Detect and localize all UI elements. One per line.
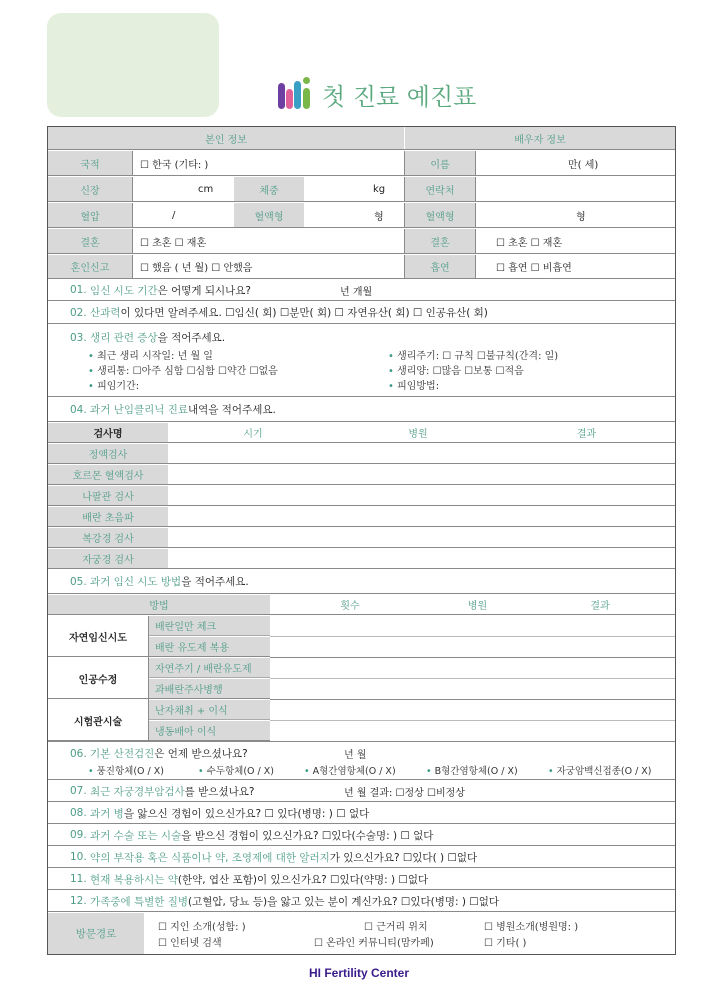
q11-highlight: 현재 복용하시는 약 xyxy=(90,873,178,886)
group-iui: 인공수정 xyxy=(48,658,148,699)
contraception-period-field[interactable]: 피임기간: xyxy=(97,381,140,392)
question-04 xyxy=(48,398,675,422)
visit-referral[interactable]: ☐ 지인 소개(성함: ) xyxy=(158,922,246,933)
visit-hospital-referral[interactable]: ☐ 병원소개(병원명: ) xyxy=(484,922,579,933)
method-natural-cycle: 자연주기 / 배란유도제 xyxy=(149,658,270,678)
q05-col-count: 횟수 xyxy=(340,601,360,612)
marriage-label: 결혼 xyxy=(48,229,132,253)
q05-number: 05. xyxy=(70,575,87,588)
q11-text[interactable]: (한약, 엽산 포함)이 있으신가요? ☐있다(약명: ) ☐없다 xyxy=(177,873,429,886)
test-ultrasound: 배란 초음파 xyxy=(48,507,168,526)
q02-text: 이 있다면 알려주세요. xyxy=(120,307,222,319)
blood-type-unit[interactable]: 형 xyxy=(374,211,384,223)
q04-col-result: 결과 xyxy=(576,429,597,440)
q06-answer[interactable]: 년 월 xyxy=(344,750,367,761)
q02-number: 02. xyxy=(70,306,87,319)
height-label: 신장 xyxy=(48,177,132,201)
q08-number: 08. xyxy=(70,807,87,819)
question-11 xyxy=(48,869,675,890)
question-05 xyxy=(48,570,675,594)
rubella-antibody[interactable]: 풍진항체(O / X) xyxy=(96,766,164,777)
q03-highlight: 생리 관련 증상 xyxy=(90,332,158,344)
q04-col-date: 시기 xyxy=(243,429,263,440)
spouse-name-label: 이름 xyxy=(405,151,475,175)
test-laparoscopy: 복강경 검사 xyxy=(48,528,168,547)
q04-text: 내역을 적어주세요. xyxy=(188,404,276,416)
spouse-marriage-label: 결혼 xyxy=(405,229,475,253)
group-natural: 자연임신시도 xyxy=(48,616,148,657)
personal-info-header xyxy=(48,127,675,150)
table-row xyxy=(48,549,675,569)
q07-text: 를 받으셨나요? xyxy=(184,785,255,798)
registration-label: 혼인신고 xyxy=(48,255,132,278)
contact-label: 연락처 xyxy=(405,177,475,201)
test-semen: 정액검사 xyxy=(48,444,168,463)
q03-number: 03. xyxy=(70,332,87,344)
q09-number: 09. xyxy=(70,829,87,841)
height-row xyxy=(48,177,675,202)
q05-col-result: 결과 xyxy=(590,601,610,612)
q12-number: 12. xyxy=(70,895,87,907)
q01-highlight: 임신 시도 기간 xyxy=(90,284,158,297)
method-egg-retrieval: 난자채취 + 이식 xyxy=(149,700,270,720)
bp-label: 혈압 xyxy=(48,203,132,227)
nationality-field[interactable]: ☐ 한국 (기타: ) xyxy=(140,159,209,171)
q04-col-hospital: 병원 xyxy=(408,429,428,440)
q01-number: 01. xyxy=(70,284,87,296)
spouse-marriage-options[interactable]: ☐ 초혼 ☐ 재혼 xyxy=(496,237,563,249)
visit-internet[interactable]: ☐ 인터넷 검색 xyxy=(158,938,222,949)
weight-unit[interactable]: kg xyxy=(373,183,386,195)
spouse-name-field[interactable]: 만( 세) xyxy=(568,159,599,171)
blood-pressure-row xyxy=(48,203,675,228)
test-hysteroscopy: 자궁경 검사 xyxy=(48,549,168,568)
q12-highlight: 가족중에 특별한 질병 xyxy=(90,895,189,908)
visit-route-label: 방문경로 xyxy=(48,913,144,954)
q09-highlight: 과거 수술 또는 시술 xyxy=(90,829,182,842)
table-row xyxy=(48,465,675,485)
q06-number: 06. xyxy=(70,748,87,760)
flow-options[interactable]: 생리양: ☐많음 ☐보통 ☐적음 xyxy=(397,366,524,377)
last-period-field[interactable]: 최근 생리 시작일: 년 월 일 xyxy=(97,351,213,362)
varicella-antibody[interactable]: 수두항체(O / X) xyxy=(206,766,274,777)
visit-other[interactable]: ☐ 기타( ) xyxy=(484,938,527,949)
table-row xyxy=(48,486,675,506)
nationality-label: 국적 xyxy=(48,151,132,175)
q05-col-hospital: 병원 xyxy=(467,601,488,612)
q04-table-header xyxy=(48,423,675,443)
question-03: 03. 생리 관련 증상을 적어주세요. • 최근 생리 시작일: 년 월 일 • 생리통: ☐아주 심함 ☐심함 ☐약간 ☐없음 • 피임기간: • 생리주기: ☐ 규칙 ☐불규칙(간격: 일) • 생리양: ☐많음 ☐보통 ☐적음 • 피임방법: xyxy=(48,325,675,397)
q08-highlight: 과거 병 xyxy=(90,807,124,820)
spouse-info-header: 배우자 정보 xyxy=(405,127,675,149)
q07-answer[interactable]: 년 월 결과: ☐정상 ☐비정상 xyxy=(344,787,465,799)
q05-table-header xyxy=(48,595,675,615)
hpv-vaccine[interactable]: 자궁암백신접종(O / X) xyxy=(556,766,652,777)
group-ivf: 시험관시술 xyxy=(48,700,148,741)
visit-nearby[interactable]: ☐ 근거리 위치 xyxy=(364,922,428,933)
question-02 xyxy=(48,302,675,324)
visit-route-section xyxy=(48,913,675,954)
q04-number: 04. xyxy=(70,403,87,416)
table-row xyxy=(48,444,675,464)
registration-row xyxy=(48,255,675,279)
contraception-method-field[interactable]: 피임방법: xyxy=(397,381,440,392)
q03-text: 을 적어주세요. xyxy=(157,332,226,344)
q05-text: 을 적어주세요. xyxy=(181,576,249,588)
hi-logo xyxy=(276,77,316,111)
page-header xyxy=(276,74,476,114)
q07-number: 07. xyxy=(70,785,87,797)
nationality-row xyxy=(48,151,675,176)
q05-highlight: 과거 임신 시도 방법 xyxy=(90,576,182,588)
method-frozen-embryo: 냉동배아 이식 xyxy=(149,721,270,741)
q12-text[interactable]: (고혈압, 당뇨 등)을 앓고 있는 분이 계신가요? ☐있다(병명: ) ☐없다 xyxy=(188,895,500,908)
period-pain-options[interactable]: 생리통: ☐아주 심함 ☐심함 ☐약간 ☐없음 xyxy=(97,366,278,377)
footer-brand: HI Fertility Center xyxy=(308,966,410,980)
q02-highlight: 산과력 xyxy=(90,307,121,319)
marriage-row xyxy=(48,229,675,254)
q01-answer[interactable]: 년 개월 xyxy=(340,286,373,298)
question-08 xyxy=(48,803,675,824)
spouse-blood-type-unit[interactable]: 형 xyxy=(576,211,586,223)
q10-highlight: 약의 부작용 혹은 식품이나 약, 조영제에 대한 알러지 xyxy=(90,851,330,864)
question-12 xyxy=(48,891,675,912)
q09-text[interactable]: 을 받으신 경험이 있으신가요? ☐있다(수술명: ) ☐ 없다 xyxy=(181,829,434,842)
q04-highlight: 과거 난임클리닉 진료 xyxy=(90,404,189,416)
q07-highlight: 최근 자궁경부암검사 xyxy=(90,785,185,798)
cycle-options[interactable]: 생리주기: ☐ 규칙 ☐불규칙(간격: 일) xyxy=(397,351,559,362)
method-superovulation: 과배란주사병행 xyxy=(149,679,270,699)
smoking-label: 흡연 xyxy=(405,255,475,278)
weight-label: 체중 xyxy=(234,177,304,201)
blood-type-label: 혈액형 xyxy=(234,203,304,227)
self-info-header: 본인 정보 xyxy=(48,127,404,149)
q10-number: 10. xyxy=(70,851,87,863)
q01-text: 은 어떻게 되시나요? xyxy=(157,284,251,297)
page-title: 첫 진료 예진표 xyxy=(322,82,477,111)
marriage-options[interactable]: ☐ 초혼 ☐ 재혼 xyxy=(140,237,207,249)
method-ovulation-drug: 배란 유도제 복용 xyxy=(149,637,270,657)
height-unit[interactable]: cm xyxy=(198,183,214,195)
q06-text: 은 언제 받으셨나요? xyxy=(154,748,248,760)
question-06: 06. 기본 산전검진은 언제 받으셨나요? 년 월 • 풍진항체(O / X) • 수두항체(O / X) • A형간염항체(O / X) • B형간염항체(O / X) • 자궁암백신접종(O / X) xyxy=(48,742,675,780)
hepatitis-a-antibody[interactable]: A형간염항체(O / X) xyxy=(312,766,396,777)
q05-col-method: 방법 xyxy=(48,595,270,614)
visit-community[interactable]: ☐ 온라인 커뮤니티(맘카페) xyxy=(314,938,434,949)
bp-field[interactable]: / xyxy=(172,209,176,221)
test-tube: 나팔관 검사 xyxy=(48,486,168,505)
smoking-options[interactable]: ☐ 흡연 ☐ 비흡연 xyxy=(496,263,572,274)
hepatitis-b-antibody[interactable]: B형간염항체(O / X) xyxy=(434,766,518,777)
q08-text[interactable]: 을 앓으신 경험이 있으신가요? ☐ 있다(병명: ) ☐ 없다 xyxy=(123,807,370,820)
question-09 xyxy=(48,825,675,846)
decorative-green-block xyxy=(47,13,219,117)
q11-number: 11. xyxy=(70,873,87,885)
q06-highlight: 기본 산전검진 xyxy=(90,748,155,760)
question-10 xyxy=(48,847,675,868)
q05-table-body xyxy=(48,616,675,741)
registration-options[interactable]: ☐ 했음 ( 년 월) ☐ 안했음 xyxy=(140,263,253,274)
table-row xyxy=(48,507,675,527)
spouse-blood-type-label: 혈액형 xyxy=(405,203,475,227)
question-01 xyxy=(48,280,675,301)
contact-field[interactable] xyxy=(488,177,668,201)
pre-exam-form xyxy=(47,126,676,955)
test-hormone: 호르몬 혈액검사 xyxy=(48,465,168,484)
q02-answer[interactable]: ☐임신( 회) ☐분만( 회) ☐ 자연유산( 회) ☐ 인공유산( 회) xyxy=(225,307,488,319)
question-07 xyxy=(48,781,675,802)
q10-text[interactable]: 가 있으신가요? ☐있다( ) ☐없다 xyxy=(329,851,478,864)
q04-col-test: 검사명 xyxy=(48,423,168,442)
method-ovulation-check: 배란일만 체크 xyxy=(149,616,270,636)
table-row xyxy=(48,528,675,548)
